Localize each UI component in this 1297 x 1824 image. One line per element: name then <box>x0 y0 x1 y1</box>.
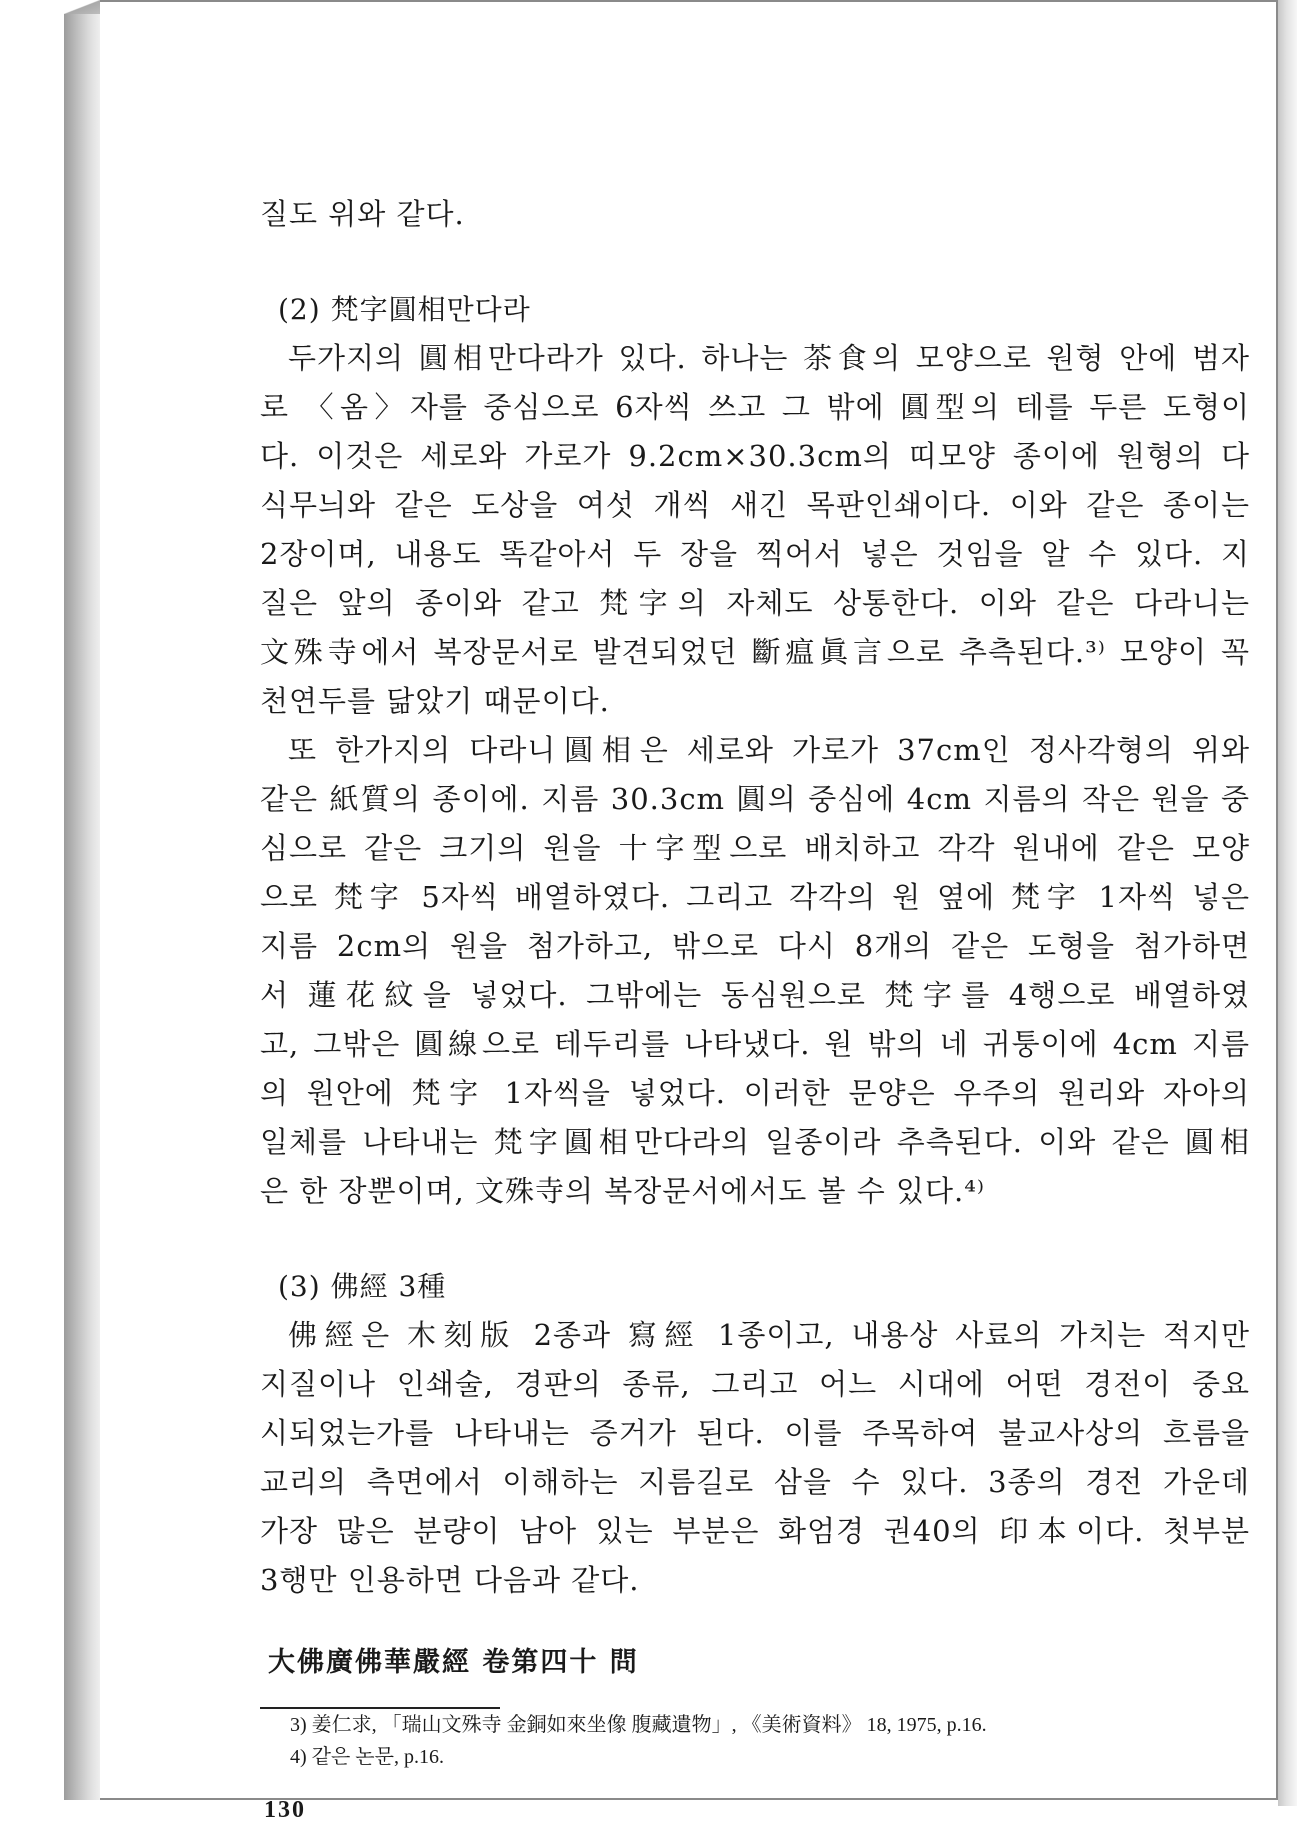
text-line: 서 蓮花紋을 넣었다. 그밖에는 동심원으로 梵字를 4행으로 배열하였 <box>260 978 1250 1012</box>
text-line: 교리의 측면에서 이해하는 지름길로 삼을 수 있다. 3종의 경전 가운데 <box>260 1465 1250 1499</box>
text-line: 다. 이것은 세로와 가로가 9.2cm×30.3cm의 띠모양 종이에 원형의 다 <box>260 439 1250 473</box>
book-page <box>100 0 1278 1823</box>
text-line: 지름 2cm의 원을 첨가하고, 밖으로 다시 8개의 같은 도형을 첨가하면 <box>260 929 1250 963</box>
section-heading-3: (3) 佛經 3種 <box>278 1270 447 1303</box>
text-line: 가장 많은 분량이 남아 있는 부분은 화엄경 권40의 印本이다. 첫부분 <box>260 1514 1250 1548</box>
section2-paragraph-2 <box>260 726 1250 1216</box>
text-line: 두가지의 圓相만다라가 있다. 하나는 茶食의 모양으로 원형 안에 범자 <box>288 341 1250 375</box>
book-edge <box>64 14 100 1800</box>
text-line: 고, 그밖은 圓線으로 테두리를 나타냈다. 원 밖의 네 귀퉁이에 4cm 지름 <box>260 1027 1250 1061</box>
text-line: 으로 梵字 5자씩 배열하였다. 그리고 각각의 원 옆에 梵字 1자씩 넣은 <box>260 880 1250 914</box>
text-line: 또 한가지의 다라니圓相은 세로와 가로가 37cm인 정사각형의 위와 <box>288 733 1250 767</box>
footnote-3: 3) 姜仁求, 「瑞山文殊寺 金銅如來坐像 腹藏遺物」, 《美術資料》 18, 1975, p.16. <box>290 1714 987 1736</box>
text-line: 3행만 인용하면 다음과 같다. <box>260 1563 640 1597</box>
page-number: 130 <box>264 1797 306 1823</box>
text-line: 식무늬와 같은 도상을 여섯 개씩 새긴 목판인쇄이다. 이와 같은 종이는 <box>260 488 1250 522</box>
footnote-4: 4) 같은 논문, p.16. <box>290 1746 444 1768</box>
text-line: 佛經은 木刻版 2종과 寫經 1종이고, 내용상 사료의 가치는 적지만 <box>288 1318 1250 1352</box>
text-line: 文殊寺에서 복장문서로 발견되었던 斷瘟眞言으로 추측된다.³⁾ 모양이 꼭 <box>260 635 1250 669</box>
sutra-title: 大佛廣佛華嚴經 卷第四十 問 <box>268 1647 639 1678</box>
section3-paragraph-1 <box>260 1311 1250 1605</box>
text-line: 시되었는가를 나타내는 증거가 된다. 이를 주목하여 불교사상의 흐름을 <box>260 1416 1250 1450</box>
section2-paragraph-1 <box>260 334 1250 726</box>
section-heading-2: (2) 梵字圓相만다라 <box>278 293 531 326</box>
page-content <box>260 190 1250 1824</box>
text-line: 의 원안에 梵字 1자씩을 넣었다. 이러한 문양은 우주의 원리와 자아의 <box>260 1076 1250 1110</box>
text-line: 천연두를 닮았기 때문이다. <box>260 684 610 718</box>
text-line: 로 〈옴〉자를 중심으로 6자씩 쓰고 그 밖에 圓型의 테를 두른 도형이 <box>260 390 1250 424</box>
text-line: 같은 紙質의 종이에. 지름 30.3cm 圓의 중심에 4cm 지름의 작은 원을 중 <box>260 782 1250 816</box>
text-line: 지질이나 인쇄술, 경판의 종류, 그리고 어느 시대에 어떤 경전이 중요 <box>260 1367 1250 1401</box>
text-line: 심으로 같은 크기의 원을 十字型으로 배치하고 각각 원내에 같은 모양 <box>260 831 1250 865</box>
opening-line: 질도 위와 같다. <box>260 197 465 231</box>
text-line: 일체를 나타내는 梵字圓相만다라의 일종이라 추측된다. 이와 같은 圓相 <box>260 1125 1250 1159</box>
page-shadow <box>1278 0 1297 1806</box>
book-edge-top <box>64 0 100 14</box>
text-line: 은 한 장뿐이며, 文殊寺의 복장문서에서도 볼 수 있다.⁴⁾ <box>260 1174 985 1208</box>
text-line: 2장이며, 내용도 똑같아서 두 장을 찍어서 넣은 것임을 알 수 있다. 지 <box>260 537 1250 571</box>
text-line: 질은 앞의 종이와 같고 梵字의 자체도 상통한다. 이와 같은 다라니는 <box>260 586 1250 620</box>
